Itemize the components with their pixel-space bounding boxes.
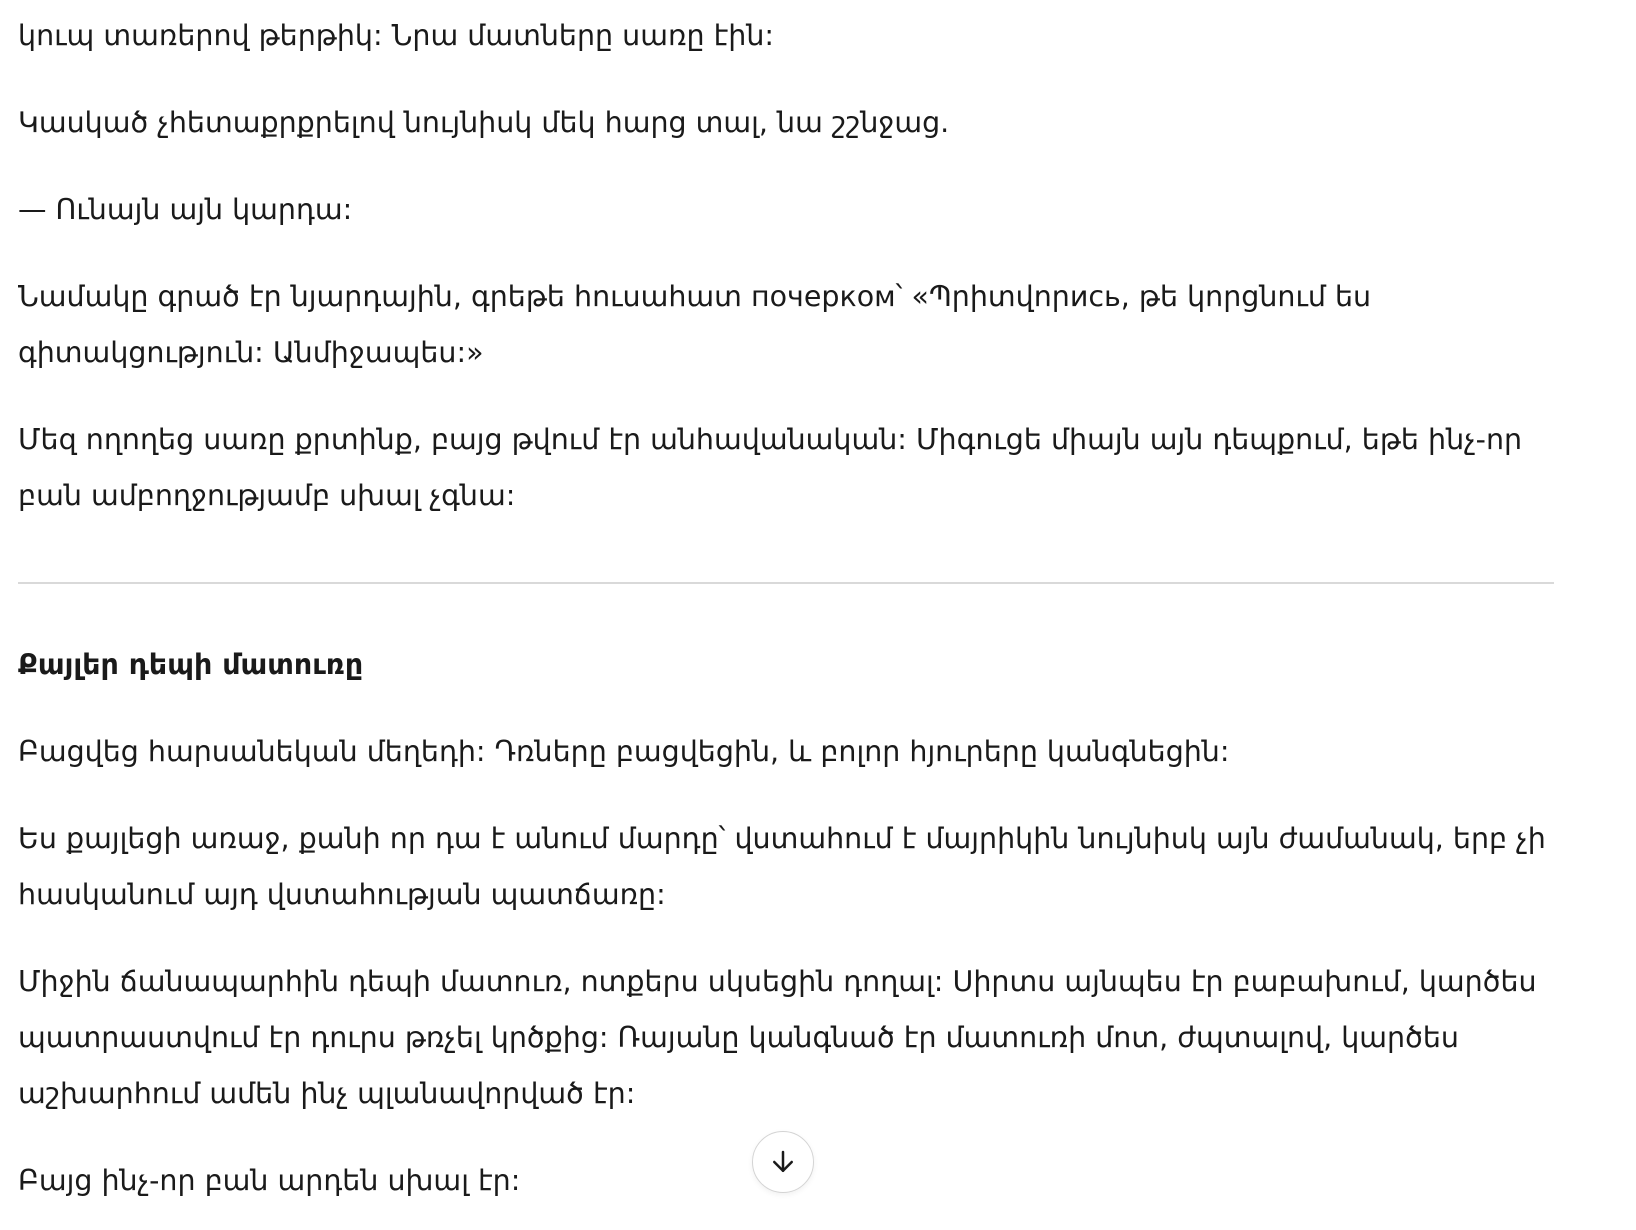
paragraph: Կասկած չհետաքրքրելով նույնիսկ մեկ հարց տալ, նա շշնջաց.	[18, 106, 950, 139]
scroll-to-bottom-button[interactable]	[752, 1131, 814, 1193]
paragraph: Ես քայլեցի առաջ, քանի որ դա է անում մարդը՝ վստահում է մայրիկին նույնիսկ այն ժամանակ, երբ չի հասկանում այդ վստահության պատճառը:	[18, 822, 1546, 911]
paragraph: Միջին ճանապարհին դեպի մատուռ, ոտքերս սկսեցին դողալ: Սիրտս այնպես էր բաբախում, կարծես պատրաստվում էր դուրս թռչել կրծքից: Ռայանը կանգնած էր մատուռի մոտ, ժպտալով, կարծես աշխարհում ամեն ինչ պլանավորված էր:	[18, 965, 1537, 1110]
section-divider	[18, 582, 1554, 584]
arrow-down-icon	[768, 1147, 798, 1177]
paragraph: Նամակը գրած էր նյարդային, գրեթե հուսահատ почерком՝ «Պրիտվորись, թե կորցնում ես գիտակցություն: Անմիջապես:»	[18, 280, 1372, 369]
section-heading: Քայլեր դեպի մատուռը	[18, 648, 364, 681]
paragraph: Բացվեց հարսանեկան մեղեդի: Դռները բացվեցին, և բոլոր հյուրերը կանգնեցին:	[18, 735, 1230, 768]
paragraph: — Ունայն այն կարդա:	[18, 193, 353, 226]
paragraph: կուպ տառերով թերթիկ: Նրա մատները սառը էին:	[18, 19, 775, 52]
paragraph: Բայց ինչ-որ բան արդեն սխալ էր:	[18, 1164, 521, 1197]
paragraph: Մեզ ողողեց սառը քրտինք, բայց թվում էր անհավանական: Միգուցե միայն այն դեպքում, եթե ինչ-որ բան ամբողջությամբ սխալ չգնա:	[18, 423, 1523, 512]
